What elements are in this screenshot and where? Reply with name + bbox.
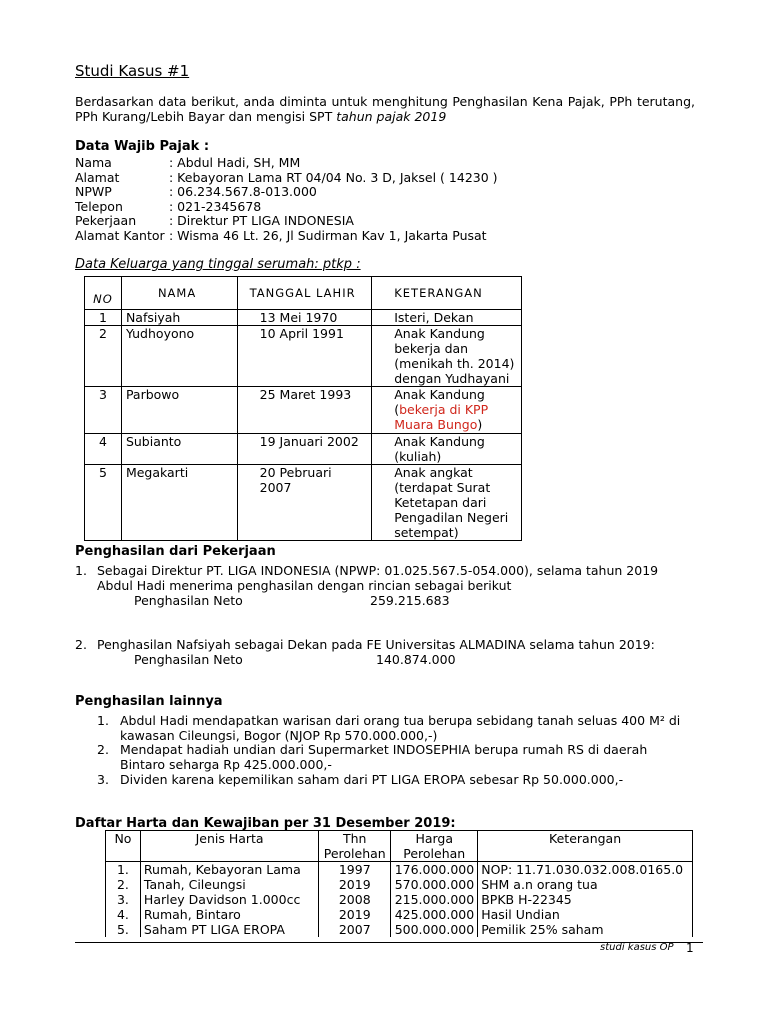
- wp-value: : Kebayoran Lama RT 04/04 No. 3 D, Jaksel ( 14230 ): [169, 170, 498, 185]
- ket-red-text: bekerja di KPP Muara Bungo: [394, 402, 489, 432]
- cell-no: 1: [85, 310, 122, 326]
- cell-thn: 1997: [319, 862, 391, 878]
- col-header-jenis: Jenis Harta: [140, 831, 318, 862]
- wp-row-pekerjaan: [75, 213, 354, 228]
- wp-key: Pekerjaan: [75, 213, 137, 228]
- lainnya-item1-text: Abdul Hadi mendapatkan warisan dari orang tua berupa sebidang tanah seluas 400 M² di kawasan Cileungsi, Bogor (NJOP Rp 570.000.000,-): [120, 713, 681, 743]
- cell-harga: 500.000.000: [391, 922, 478, 937]
- wp-key: NPWP: [75, 184, 112, 199]
- table-row: [85, 465, 522, 541]
- table-row: [106, 877, 693, 892]
- cell-thn: 2008: [319, 892, 391, 907]
- wp-key: Telepon: [75, 199, 123, 214]
- cell-no: 4: [85, 434, 122, 465]
- lainnya-item1-num: 1.: [97, 713, 109, 728]
- cell-tgl: 13 Mei 1970: [237, 310, 372, 326]
- asset-table-header: [106, 831, 693, 862]
- wp-value: : Direktur PT LIGA INDONESIA: [169, 213, 354, 228]
- wp-row-npwp: [75, 184, 317, 199]
- lainnya-item3-text: Dividen karena kepemilikan saham dari PT LIGA EROPA sebesar Rp 50.000.000,-: [120, 772, 624, 787]
- cell-tgl: 20 Pebruari 2007: [237, 465, 372, 541]
- intro-text: Berdasarkan data berikut, anda diminta untuk menghitung Penghasilan Kena Pajak, PPh terutang, PPh Kurang/Lebih Bayar dan mengisi SPT: [75, 94, 695, 124]
- cell-nama: Subianto: [121, 434, 237, 465]
- wp-row-telepon: [75, 199, 261, 214]
- table-row: [106, 892, 693, 907]
- pekerjaan-item1-text: Sebagai Direktur PT. LIGA INDONESIA (NPWP: 01.025.567.5-054.000), selama tahun 2019 Abdul Hadi menerima penghasilan dengan rincian sebagai berikut: [97, 563, 659, 593]
- table-row: [85, 310, 522, 326]
- table-row: [106, 907, 693, 922]
- cell-thn: 2019: [319, 877, 391, 892]
- ket-text: Anak Kandung (: [394, 387, 485, 417]
- wp-value: : 021-2345678: [169, 199, 262, 214]
- cell-ket: Hasil Undian: [478, 907, 693, 922]
- cell-tgl: 19 Januari 2002: [237, 434, 372, 465]
- cell-no: 1.: [106, 862, 141, 878]
- col-header-no: NO: [85, 277, 122, 310]
- pekerjaan-item1-num: 1.: [75, 563, 87, 578]
- pekerjaan-item2-text: Penghasilan Nafsiyah sebagai Dekan pada FE Universitas ALMADINA selama tahun 2019:: [97, 637, 655, 652]
- col-header-tanggal: TANGGAL LAHIR: [237, 277, 372, 310]
- wp-key: Nama: [75, 155, 112, 170]
- wp-key: Alamat: [75, 170, 120, 185]
- table-row: [106, 922, 693, 937]
- cell-thn: 2007: [319, 922, 391, 937]
- wajib-pajak-heading: Data Wajib Pajak :: [75, 139, 210, 154]
- page-number: 1: [686, 941, 694, 955]
- lainnya-heading: Penghasilan lainnya: [75, 694, 223, 709]
- lainnya-item3-num: 3.: [97, 772, 109, 787]
- keluarga-heading: Data Keluarga yang tinggal serumah: ptkp :: [75, 257, 361, 272]
- wp-value: : 06.234.567.8-013.000: [169, 184, 317, 199]
- wp-key: Alamat Kantor: [75, 228, 165, 243]
- cell-no: 3: [85, 387, 122, 434]
- table-row: [85, 326, 522, 387]
- wp-row-nama: [75, 155, 300, 170]
- pekerjaan-item2-num: 2.: [75, 637, 87, 652]
- cell-nama: Yudhoyono: [121, 326, 237, 387]
- cell-no: 5.: [106, 922, 141, 937]
- intro-paragraph: [75, 94, 695, 124]
- pekerjaan-item1-label: Penghasilan Neto: [134, 593, 243, 608]
- footer-label: studi kasus OP: [600, 942, 674, 953]
- cell-harga: 570.000.000: [391, 877, 478, 892]
- harta-heading: Daftar Harta dan Kewajiban per 31 Desember 2019:: [75, 816, 456, 831]
- ket-tail: ): [477, 417, 483, 432]
- cell-ket: NOP: 11.71.030.032.008.0165.0: [478, 862, 693, 878]
- cell-jenis: Saham PT LIGA EROPA: [140, 922, 318, 937]
- cell-jenis: Harley Davidson 1.000cc: [140, 892, 318, 907]
- cell-ket: Pemilik 25% saham: [478, 922, 693, 937]
- cell-tgl: 25 Maret 1993: [237, 387, 372, 434]
- cell-jenis: Rumah, Kebayoran Lama: [140, 862, 318, 878]
- cell-no: 5: [85, 465, 122, 541]
- pekerjaan-item2-label: Penghasilan Neto: [134, 652, 243, 667]
- col-header-harga: Harga Perolehan: [391, 831, 478, 862]
- lainnya-item2-num: 2.: [97, 742, 109, 757]
- cell-nama: Megakarti: [121, 465, 237, 541]
- cell-no: 3.: [106, 892, 141, 907]
- cell-jenis: Tanah, Cileungsi: [140, 877, 318, 892]
- table-row: [106, 862, 693, 878]
- col-header-no: No: [106, 831, 141, 862]
- cell-no: 2: [85, 326, 122, 387]
- col-header-thn: Thn Perolehan: [319, 831, 391, 862]
- wp-row-alamat: [75, 170, 498, 185]
- cell-harga: 215.000.000: [391, 892, 478, 907]
- cell-ket: Anak Kandung bekerja dan (menikah th. 2014) dengan Yudhayani: [372, 326, 522, 387]
- cell-ket: Anak Kandung (kuliah): [372, 434, 522, 465]
- cell-no: 2.: [106, 877, 141, 892]
- table-row: [85, 434, 522, 465]
- intro-italic: tahun pajak 2019: [336, 109, 447, 124]
- cell-no: 4.: [106, 907, 141, 922]
- cell-ket: [372, 387, 522, 434]
- cell-harga: 176.000.000: [391, 862, 478, 878]
- cell-ket: Anak angkat (terdapat Surat Ketetapan dari Pengadilan Negeri setempat): [372, 465, 522, 541]
- cell-jenis: Rumah, Bintaro: [140, 907, 318, 922]
- asset-table: [105, 830, 693, 937]
- cell-ket: Isteri, Dekan: [372, 310, 522, 326]
- pekerjaan-item1-value: 259.215.683: [370, 593, 450, 608]
- cell-nama: Parbowo: [121, 387, 237, 434]
- cell-nama: Nafsiyah: [121, 310, 237, 326]
- family-table: [84, 276, 522, 541]
- lainnya-item2-text: Mendapat hadiah undian dari Supermarket INDOSEPHIA berupa rumah RS di daerah Bintaro seharga Rp 425.000.000,-: [120, 742, 648, 772]
- wp-value: : Abdul Hadi, SH, MM: [169, 155, 301, 170]
- col-header-nama: NAMA: [121, 277, 237, 310]
- pekerjaan-heading: Penghasilan dari Pekerjaan: [75, 544, 276, 559]
- cell-harga: 425.000.000: [391, 907, 478, 922]
- col-header-keterangan: Keterangan: [478, 831, 693, 862]
- family-table-header: [85, 277, 522, 310]
- page-title: Studi Kasus #1: [75, 62, 190, 80]
- pekerjaan-item2-value: 140.874.000: [376, 652, 456, 667]
- col-header-keterangan: KETERANGAN: [372, 277, 522, 310]
- cell-thn: 2019: [319, 907, 391, 922]
- cell-ket: SHM a.n orang tua: [478, 877, 693, 892]
- wp-row-alamat-kantor: [75, 228, 487, 243]
- table-row: [85, 387, 522, 434]
- cell-tgl: 10 April 1991: [237, 326, 372, 387]
- wp-value: : Wisma 46 Lt. 26, Jl Sudirman Kav 1, Jakarta Pusat: [169, 228, 487, 243]
- cell-ket: BPKB H-22345: [478, 892, 693, 907]
